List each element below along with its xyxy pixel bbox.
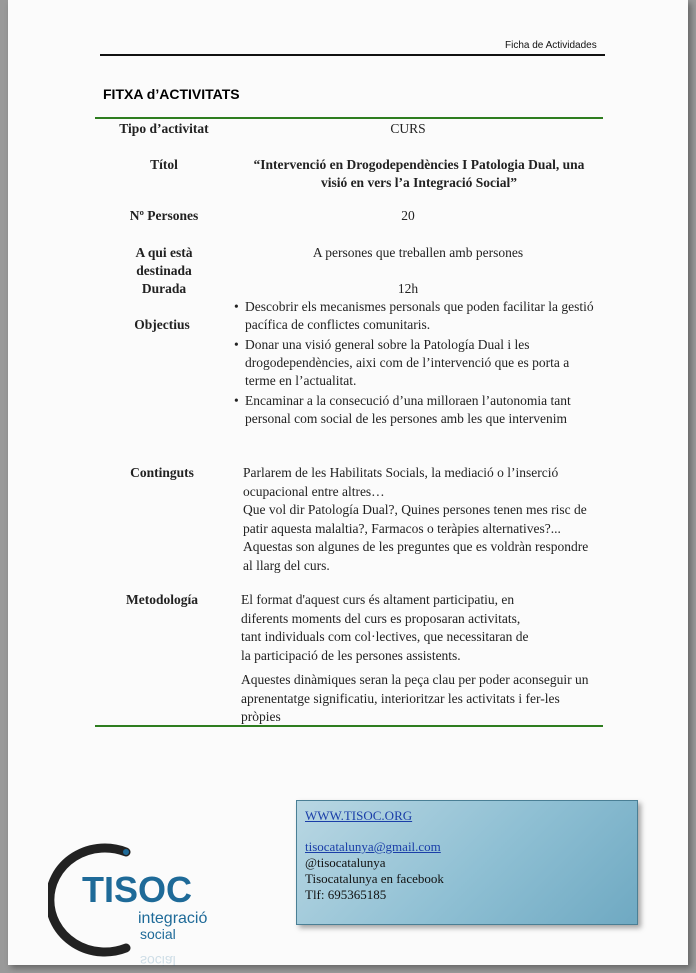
- bullet-icon: •: [234, 337, 239, 352]
- text-line: diferents moments del curs es proposaran activitats,: [241, 610, 521, 626]
- table-top-rule: [95, 117, 603, 119]
- value-titol: [234, 156, 604, 192]
- logo-tagline-2: social: [140, 926, 176, 942]
- label-destinada: [94, 244, 234, 280]
- label-continguts: Continguts: [130, 465, 194, 480]
- text-line: pròpies: [241, 709, 281, 724]
- bullet-line: Donar una visió general sobre la Patología Dual i les: [245, 337, 530, 352]
- metodologia-paragraph-1: [241, 591, 601, 665]
- bullet-line: pacífica de conflictes comunitaris.: [245, 317, 431, 332]
- text-line: Aquestes dinàmiques seran la peça clau per poder aconseguir un: [241, 672, 589, 687]
- bullet-line: Encaminar a la consecució d’una milloraen l’autonomia tant: [245, 393, 571, 408]
- logo-reflection: social: [140, 953, 176, 969]
- label-objectius: Objectius: [134, 317, 190, 332]
- logo-wordmark: TISOC: [82, 869, 193, 910]
- table-bottom-rule: [95, 725, 603, 727]
- destinada-label-line-2: destinada: [136, 263, 192, 278]
- label-titol: Títol: [150, 157, 178, 172]
- document-page: [8, 0, 688, 969]
- contact-box: [296, 800, 638, 925]
- bullet-line: personal com social de les persones amb les que intervenim: [245, 411, 568, 426]
- list-item: [234, 392, 594, 428]
- text-line: patir aquesta malaltia?, Farmacos o teràpies alternatives?...: [243, 520, 561, 536]
- phone-text: Tlf: 695365185: [305, 887, 387, 902]
- value-durada: 12h: [397, 281, 419, 296]
- list-item: [234, 336, 594, 390]
- logo-tagline-1: integració: [138, 910, 208, 927]
- header-rule: [100, 54, 605, 56]
- text-line: Que vol dir Patología Dual?, Quines persones tenen mes risc de: [243, 502, 587, 517]
- text-line: El format d'aquest curs és altament participatiu, en: [241, 592, 515, 607]
- text-line: Parlarem de les Habilitats Socials, la mediació o l’inserció: [243, 465, 559, 480]
- facebook-text: Tisocatalunya en facebook: [305, 871, 444, 886]
- bullet-icon: •: [234, 299, 239, 314]
- value-persones: 20: [401, 208, 415, 223]
- label-durada: Durada: [141, 281, 187, 296]
- bullet-icon: •: [234, 393, 239, 408]
- email-link[interactable]: tisocatalunya@gmail.com: [305, 839, 441, 854]
- text-line: aprenentatge significatiu, interioritzar les activitats i fer-les: [241, 690, 560, 706]
- destinada-label-line-1: A qui està: [135, 245, 193, 260]
- text-line: ocupacional entre altres…: [243, 483, 385, 499]
- document-title: FITXA d’ACTIVITATS: [103, 86, 240, 102]
- page-header: Ficha de Actividades: [505, 40, 597, 51]
- list-item: [234, 298, 594, 334]
- metodologia-paragraph-2: [241, 671, 601, 727]
- value-tipo: CURS: [390, 121, 426, 136]
- label-metodologia: Metodología: [126, 592, 198, 607]
- bullet-line: Descobrir els mecanismes personals que poden facilitar la gestió: [245, 299, 594, 314]
- tisoc-logo: [48, 830, 228, 970]
- titol-line-2: visió en vers l’a Integració Social”: [320, 175, 518, 190]
- titol-line-1: “Intervenció en Drogodependències I Patologia Dual, una: [253, 157, 585, 172]
- label-tipo: Tipo d’activitat: [119, 121, 209, 136]
- text-line: al llarg del curs.: [243, 557, 330, 573]
- text-line: tant individuals com col·lectives, que necessitaran de: [241, 629, 529, 644]
- bullet-line: drogodependències, aixi com de l’intervenció que es porta a: [245, 355, 570, 370]
- text-line: Aquestas son algunes de les preguntes que es voldràn respondre: [243, 539, 589, 554]
- bullet-line: terme en l’actualitat.: [245, 373, 357, 388]
- value-destinada: A persones que treballen amb persones: [312, 245, 524, 260]
- continguts-text: [243, 464, 603, 575]
- website-link[interactable]: WWW.TISOC.ORG: [305, 808, 413, 823]
- text-line: la participació de les persones assistents.: [241, 647, 461, 663]
- twitter-handle: @tisocatalunya: [305, 855, 386, 870]
- objectius-list: [234, 298, 594, 430]
- label-persones: Nº Persones: [129, 208, 199, 223]
